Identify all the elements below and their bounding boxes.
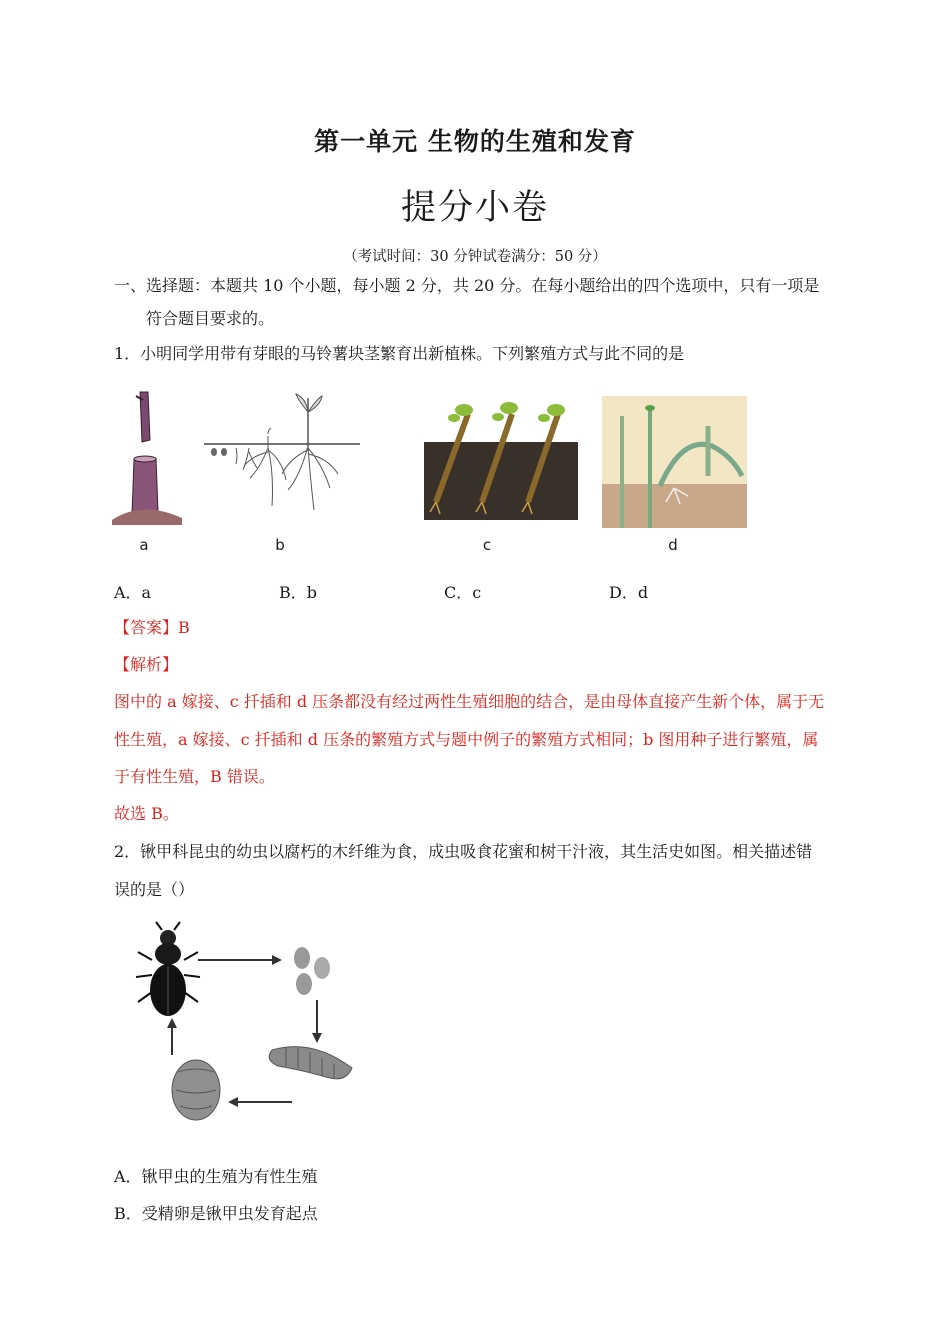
pupa-icon (172, 1060, 220, 1120)
figure-label-c: c (482, 536, 492, 554)
grafting-figure-a (112, 390, 184, 525)
q1-stem: 1．小明同学用带有芽眼的马铃薯块茎繁育出新植株。下列繁殖方式与此不同的是 (114, 344, 685, 363)
section-heading-line1: 一、选择题：本题共 10 个小题，每小题 2 分，共 20 分。在每小题给出的四个选项中，只有一项是 (114, 276, 820, 295)
figure-label-a: a (139, 536, 149, 554)
q1-analysis-line: 性生殖，a 嫁接、c 扦插和 d 压条的繁殖方式与题中例子的繁殖方式相同；b 图用种子进行繁殖，属 (114, 730, 819, 749)
unit-title: 第一单元 生物的生殖和发育 (314, 127, 636, 156)
figure-label-d: d (668, 536, 678, 554)
q1-analysis-line: 图中的 a 嫁接、c 扦插和 d 压条都没有经过两性生殖细胞的结合，是由母体直接产生新个体，属于无 (114, 692, 825, 711)
layering-figure-d (602, 396, 747, 528)
q1-option-b: B．b (279, 583, 318, 602)
figure-label-b: b (275, 536, 285, 554)
cutting-figure-c (424, 392, 578, 520)
eggs-icon (294, 947, 330, 995)
q1-option-c: C．c (444, 583, 482, 602)
q2-option-b: B．受精卵是锹甲虫发育起点 (114, 1204, 318, 1223)
exam-info: （考试时间：30 分钟试卷满分：50 分） (343, 249, 607, 265)
q1-option-d: D．d (609, 583, 649, 602)
q1-option-a: A．a (114, 583, 152, 602)
q2-option-a: A．锹甲虫的生殖为有性生殖 (114, 1167, 318, 1186)
beetle-life-cycle-figure (132, 920, 362, 1125)
paper-title: 提分小卷 (400, 188, 549, 228)
q2-stem-line1: 2．锹甲科昆虫的幼虫以腐朽的木纤维为食，成虫吸食花蜜和树干汁液，其生活史如图。相关描述错 (114, 842, 813, 861)
q1-conclusion: 故选 B。 (114, 804, 179, 823)
q2-stem-line2: 误的是（） (114, 880, 195, 899)
adult-beetle-icon (136, 922, 200, 1016)
q1-analysis-line: 于有性生殖，B 错误。 (114, 767, 275, 786)
q1-answer: 【答案】B (114, 618, 190, 637)
q1-analysis-title: 【解析】 (114, 655, 179, 674)
seed-germination-figure-b (204, 390, 360, 520)
larva-icon (269, 1047, 352, 1079)
section-heading-line2: 符合题目要求的。 (146, 309, 275, 328)
